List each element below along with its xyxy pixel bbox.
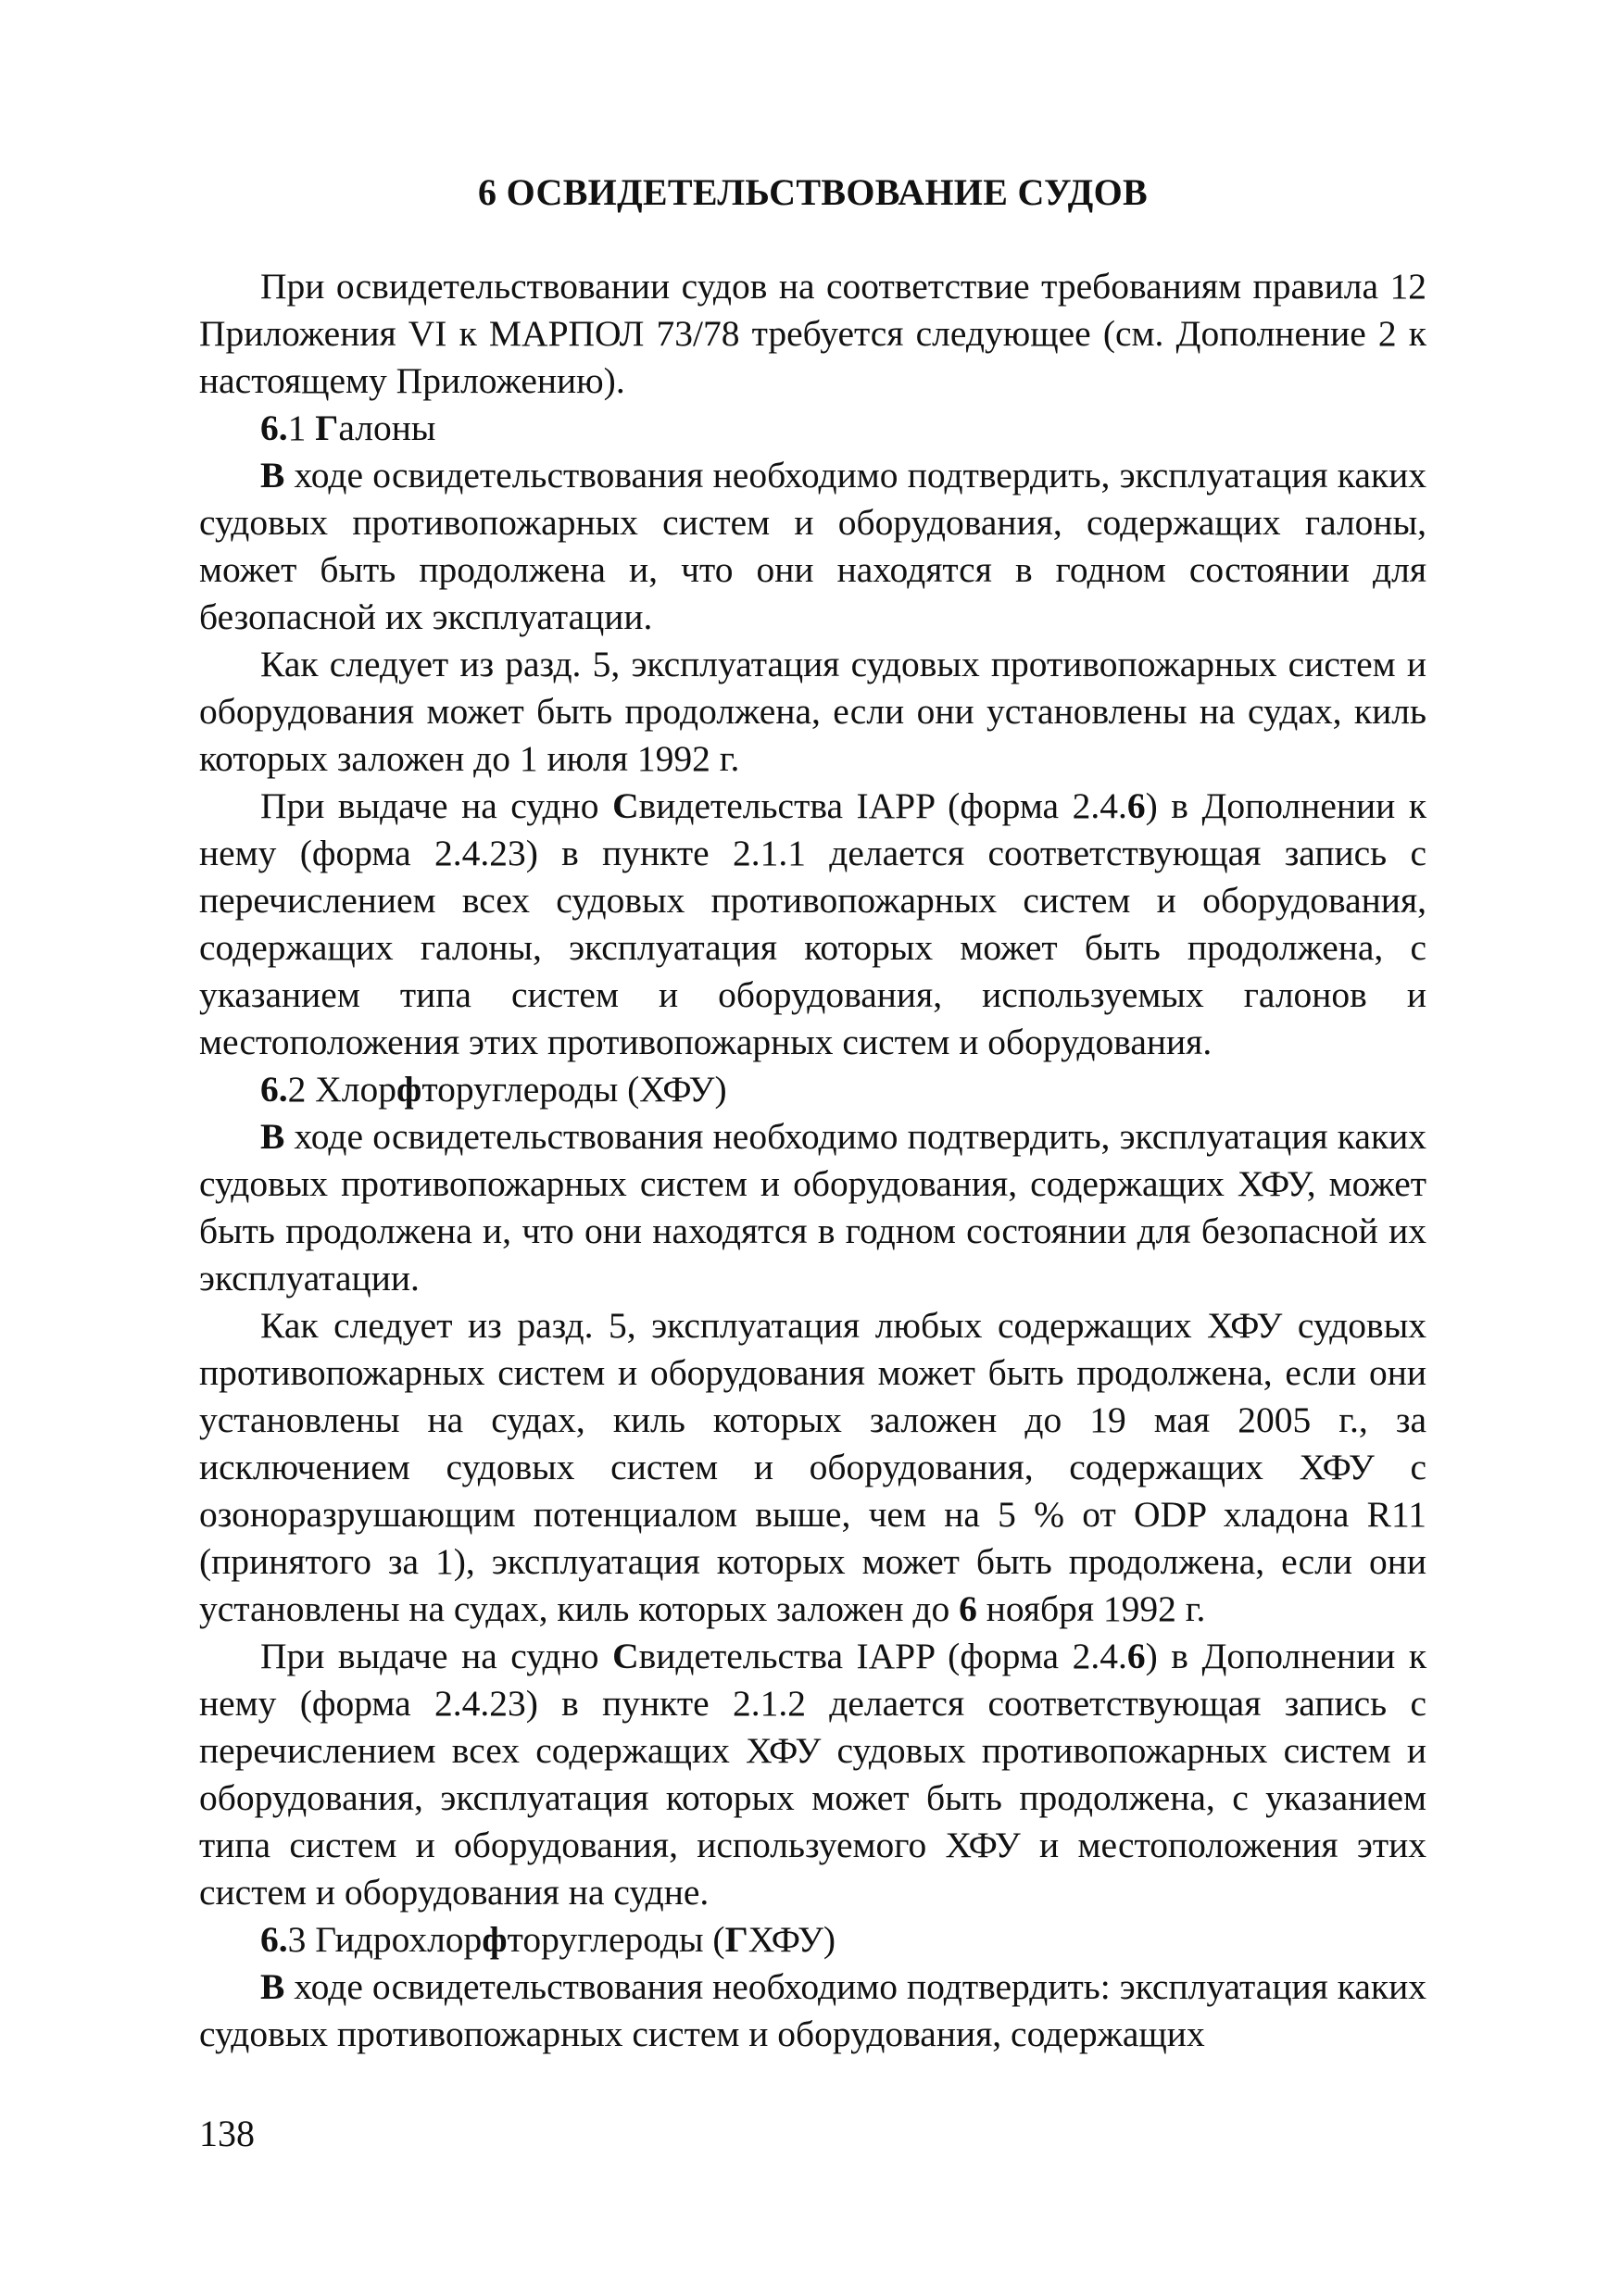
paragraph-text: ) в Дополнении к нему (форма 2.4.23) в пункте 2.1.1 делается соответствующая запись с перечислением всех судовых противопожарных систем и оборудования, содержащих галоны, эксплуатация которых может быть продолжена, с указанием типа систем и оборудования, используемых галонов и местоположения этих противопожарных систем и оборудования. (199, 785, 1427, 1062)
paragraph-text: При выдаче на судно (260, 785, 613, 826)
section-heading-6-3 (199, 1916, 1426, 1964)
paragraph-text: Как следует из разд. 5, эксплуатация любых содержащих ХФУ судовых противопожарных систем и оборудования может быть продолжена, если они установлены на судах, киль которых заложен до 19 мая 2005 г., за исключением судовых систем и оборудования, содержащих ХФУ с озоноразрушающим потенциалом выше, чем на 5 % от ODP хладона R11 (принятого за 1), эксплуатация которых может быть продолжена, если они установлены на судах, киль которых заложен до (199, 1305, 1426, 1629)
intro-paragraph: При освидетельствовании судов на соответствие требованиям правила 12 Приложения VI к МАРПОЛ 73/78 требуется следующее (см. Дополнение 2 к настоящему Приложению). (199, 266, 1426, 401)
paragraph-text: При выдаче на судно (260, 1636, 613, 1676)
heading-text: алоны (338, 408, 436, 448)
heading-initial: Г (315, 408, 339, 448)
bold-digit: 6 (959, 1588, 977, 1629)
paragraph-text: видетельства IAPP (форма 2.4. (638, 785, 1127, 826)
heading-text: 3 Гидрохлор (287, 1919, 483, 1960)
paragraph-6-1-1 (199, 452, 1426, 641)
section-number-tail: 1 (287, 408, 307, 448)
section-number: 6. (260, 1919, 288, 1960)
bold-digit: 6 (1126, 785, 1146, 826)
heading-bold-letter: Г (724, 1919, 748, 1960)
section-number: 6. (260, 408, 288, 448)
paragraph-6-1-2: Как следует из разд. 5, эксплуатация судовых противопожарных систем и оборудования может быть продолжена, если они установлены на судах, киль которых заложен до 1 июля 1992 г. (199, 644, 1426, 779)
paragraph-initial: В (260, 1966, 285, 2007)
heading-text: ХФУ) (748, 1919, 836, 1960)
paragraph-text: ходе освидетельствования необходимо подтвердить: эксплуатация каких судовых противопожарных систем и оборудования, содержащих (199, 1966, 1426, 2054)
paragraph-text: видетельства IAPP (форма 2.4. (638, 1636, 1127, 1676)
heading-bold-letter: ф (482, 1919, 508, 1960)
chapter-title: 6 ОСВИДЕТЕЛЬСТВОВАНИЕ СУДОВ (478, 171, 1148, 213)
paragraph-text: ноября 1992 г. (976, 1588, 1206, 1629)
paragraph-text: ходе освидетельствования необходимо подтвердить, эксплуатация каких судовых противопожарных систем и оборудования, содержащих галоны, может быть продолжена и, что они находятся в годном состоянии для безопасной их эксплуатации. (199, 455, 1426, 637)
heading-text: торуглероды (ХФУ) (421, 1069, 727, 1110)
paragraph-initial: В (260, 1116, 285, 1157)
section-heading-6-1 (199, 405, 1426, 452)
paragraph-6-1-3 (199, 783, 1426, 1066)
bold-digit: 6 (1126, 1636, 1146, 1676)
bold-letter: С (612, 785, 639, 826)
heading-text: 2 Хлор (287, 1069, 396, 1110)
bold-letter: С (612, 1636, 639, 1676)
paragraph-text: ходе освидетельствования необходимо подтвердить, эксплуатация каких судовых противопожарных систем и оборудования, содержащих ХФУ, может быть продолжена и, что они находятся в годном состоянии для безопасной их эксплуатации. (199, 1116, 1426, 1299)
paragraph-6-2-1 (199, 1113, 1426, 1302)
section-heading-6-2 (199, 1066, 1426, 1113)
paragraph-text: ) в Дополнении к нему (форма 2.4.23) в пункте 2.1.2 делается соответствующая запись с перечислением всех содержащих ХФУ судовых противопожарных систем и оборудования, эксплуатация которых может быть продолжена, с указанием типа систем и оборудования, используемого ХФУ и местоположения этих систем и оборудования на судне. (199, 1636, 1427, 1913)
section-number: 6. (260, 1069, 288, 1110)
page-content (199, 169, 1426, 2058)
paragraph-6-2-3 (199, 1633, 1426, 1916)
page-number: 138 (199, 2113, 255, 2154)
heading-text: торуглероды ( (507, 1919, 725, 1960)
paragraph-6-3-1 (199, 1964, 1426, 2058)
paragraph-6-2-2 (199, 1302, 1426, 1633)
paragraph-initial: В (260, 455, 285, 496)
heading-bold-letter: ф (396, 1069, 422, 1110)
